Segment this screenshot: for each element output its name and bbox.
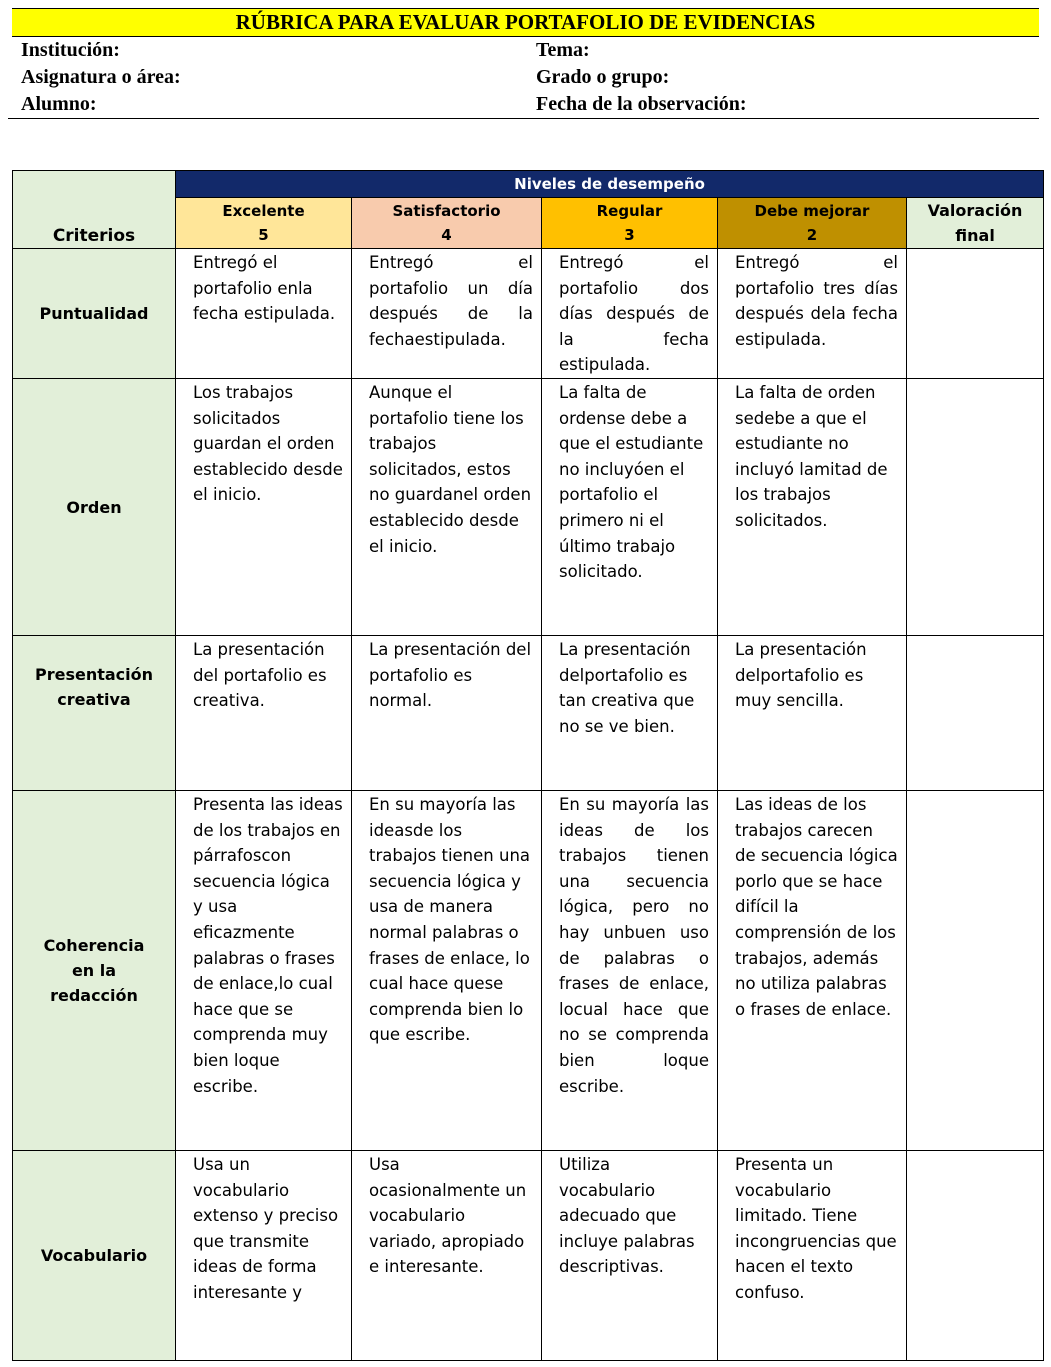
descriptor-cell: Entregó el portafolio dos días después de la fecha estipulada. <box>542 249 718 379</box>
fecha-label: Fecha de la observación: <box>536 93 747 115</box>
descriptor-cell: Entregó el portafolio tres días después dela fecha estipulada. <box>718 249 907 379</box>
descriptor-cell: Los trabajos solicitados guardan el orden establecido desde el inicio. <box>176 379 352 636</box>
descriptor-cell: La presentación del portafolio es creativa. <box>176 636 352 791</box>
rubric-row-orden <box>13 379 1044 636</box>
descriptor-cell: En su mayoría las ideasde los trabajos tienen una secuencia lógica y usa de manera normal palabras o frases de enlace, lo cual hace quese comprenda bien lo que escribe. <box>352 791 542 1151</box>
level-score: 5 <box>258 226 269 244</box>
rubric-row-vocabulario <box>13 1151 1044 1361</box>
level-debe-mejorar <box>718 198 907 249</box>
level-score: 2 <box>806 226 818 244</box>
valoracion-cell[interactable] <box>907 636 1044 791</box>
descriptor-cell: Usa un vocabulario extenso y preciso que transmite ideas de forma interesante y <box>176 1151 352 1361</box>
rubric-row-presentacion <box>13 636 1044 791</box>
descriptor-cell: Utiliza vocabulario adecuado que incluye palabras descriptivas. <box>542 1151 718 1361</box>
valoracion-cell[interactable] <box>907 379 1044 636</box>
descriptor-cell: La falta de orden sedebe a que el estudiante no incluyó lamitad de los trabajos solicitados. <box>718 379 907 636</box>
rubric-row-coherencia <box>13 791 1044 1151</box>
level-regular <box>542 198 718 249</box>
descriptor-cell: En su mayoría las ideas de los trabajos tienen una secuencia lógica, pero no hay unbuen uso de palabras o frases de enlace, locual hace que no se comprenda bien loque escribe. <box>542 791 718 1151</box>
level-score: 3 <box>624 226 635 244</box>
criterios-header: Criterios <box>13 171 176 249</box>
valoracion-header <box>907 198 1044 249</box>
institucion-label: Institución: <box>21 39 120 61</box>
document-title: RÚBRICA PARA EVALUAR PORTAFOLIO DE EVIDENCIAS <box>12 8 1039 37</box>
rubric-row-puntualidad <box>13 249 1044 379</box>
level-name: Satisfactorio <box>392 202 501 220</box>
asignatura-label: Asignatura o área: <box>21 66 181 88</box>
level-name: Debe mejorar <box>754 202 870 220</box>
info-row-1 <box>12 37 1039 64</box>
valoracion-cell[interactable] <box>907 791 1044 1151</box>
descriptor-cell: La falta de ordense debe a que el estudiante no incluyóen el portafolio el primero ni el último trabajo solicitado. <box>542 379 718 636</box>
descriptor-cell: Presenta las ideas de los trabajos en párrafoscon secuencia lógica y usa eficazmente palabras o frases de enlace,lo cual hace que se comprenda muy bien loque escribe. <box>176 791 352 1151</box>
criterio-cell: Presentación creativa <box>13 636 176 791</box>
descriptor-cell: La presentación delportafolio es muy sencilla. <box>718 636 907 791</box>
criterio-cell: Vocabulario <box>13 1151 176 1361</box>
criterio-cell: Orden <box>13 379 176 636</box>
alumno-label: Alumno: <box>21 93 97 115</box>
descriptor-cell: Las ideas de los trabajos carecen de secuencia lógica porlo que se hace difícil la comprensión de los trabajos, además no utiliza palabras o frases de enlace. <box>718 791 907 1151</box>
info-row-3 <box>12 91 1039 118</box>
level-score: 4 <box>441 226 452 244</box>
tema-label: Tema: <box>536 39 590 61</box>
rubric-table <box>12 170 1044 1361</box>
info-row-2 <box>12 64 1039 91</box>
criterio-cell: Puntualidad <box>13 249 176 379</box>
descriptor-cell: La presentación delportafolio es tan creativa que no se ve bien. <box>542 636 718 791</box>
info-divider <box>8 118 1039 119</box>
level-satisfactorio <box>352 198 542 249</box>
valoracion-label: Valoración final <box>927 201 1023 245</box>
descriptor-cell: Entregó el portafolio un día después de la fechaestipulada. <box>352 249 542 379</box>
descriptor-cell: Aunque el portafolio tiene los trabajos solicitados, estos no guardanel orden establecido desde el inicio. <box>352 379 542 636</box>
grado-label: Grado o grupo: <box>536 66 670 88</box>
valoracion-cell[interactable] <box>907 1151 1044 1361</box>
niveles-header: Niveles de desempeño <box>176 171 1044 198</box>
descriptor-cell: Presenta un vocabulario limitado. Tiene incongruencias que hacen el texto confuso. <box>718 1151 907 1361</box>
descriptor-cell: La presentación del portafolio es normal. <box>352 636 542 791</box>
level-name: Excelente <box>222 202 305 220</box>
level-name: Regular <box>596 202 663 220</box>
level-excelente <box>176 198 352 249</box>
valoracion-cell[interactable] <box>907 249 1044 379</box>
descriptor-cell: Entregó el portafolio enla fecha estipulada. <box>176 249 352 379</box>
criterio-cell: Coherencia en la redacción <box>13 791 176 1151</box>
descriptor-cell: Usa ocasionalmente un vocabulario variado, apropiado e interesante. <box>352 1151 542 1361</box>
